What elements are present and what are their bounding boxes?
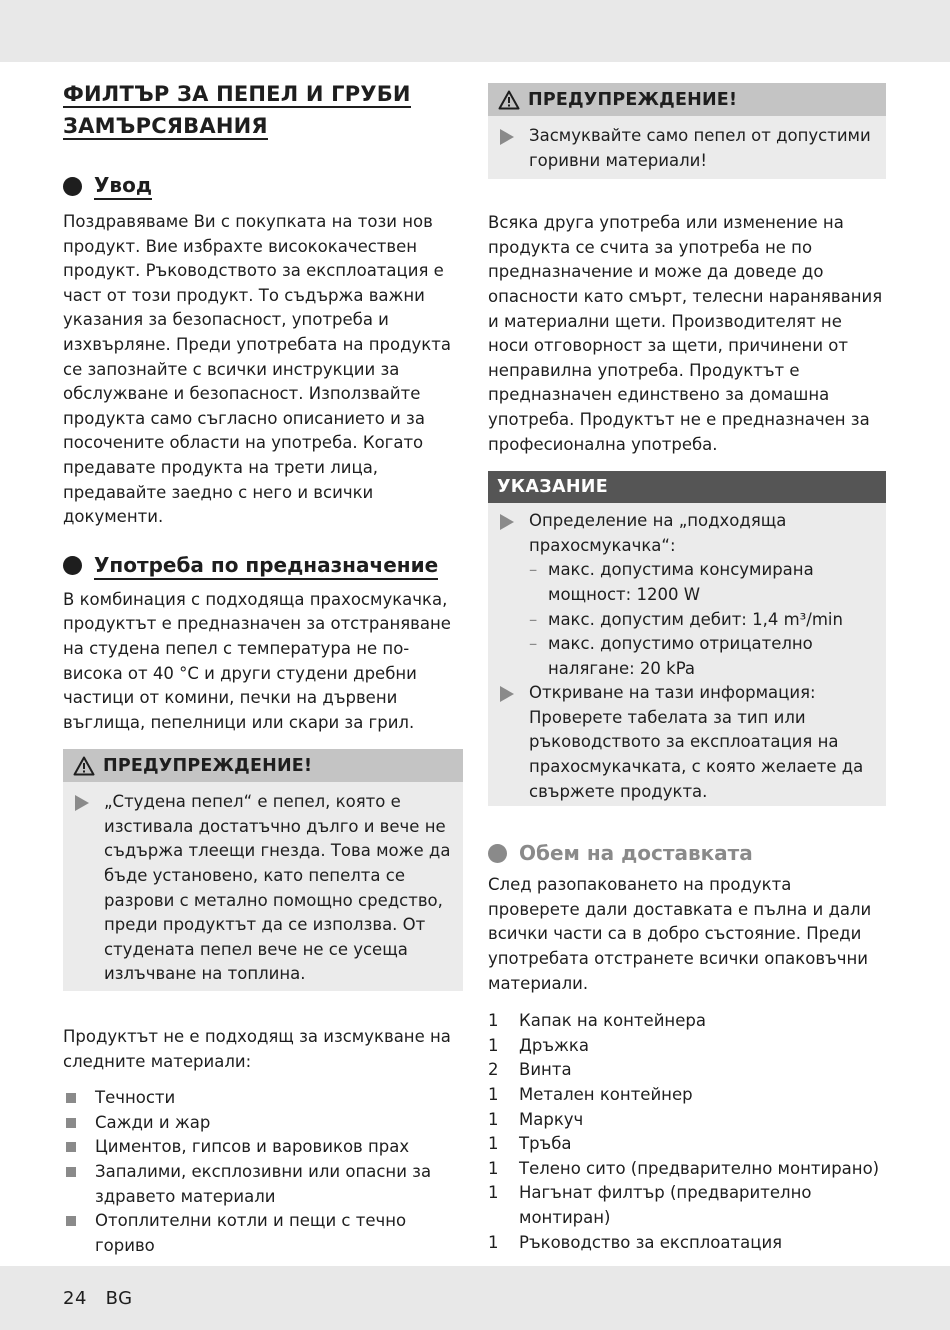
delivery-item: 1 Тръба bbox=[488, 1134, 572, 1154]
unsuitable-intro: Продуктът не е подходящ за изсмукване на следните материали: bbox=[63, 1027, 451, 1071]
triangle-bullet-icon bbox=[75, 795, 89, 811]
warning-triangle-icon bbox=[73, 756, 95, 776]
warning-title: ПРЕДУПРЕЖДЕНИЕ! bbox=[103, 755, 313, 776]
intro-heading bbox=[63, 172, 463, 200]
square-bullet-icon bbox=[66, 1118, 76, 1128]
triangle-bullet-icon bbox=[500, 514, 514, 530]
delivery-item: 1 Телено сито (предварително монтирано) bbox=[488, 1158, 880, 1178]
bullet-dot-icon bbox=[63, 556, 82, 575]
bullet-dot-icon bbox=[63, 177, 82, 196]
list-item: Циментов, гипсов и варовиков прах bbox=[63, 1135, 463, 1160]
warning-body bbox=[63, 782, 463, 991]
delivery-item: 1 Маркуч bbox=[488, 1109, 584, 1129]
delivery-list bbox=[488, 1009, 886, 1255]
square-bullet-icon bbox=[66, 1142, 76, 1152]
delivery-item: 1 Капак на контейнера bbox=[488, 1011, 706, 1031]
delivery-heading-text: Обем на доставката bbox=[519, 841, 753, 866]
delivery-paragraph: След разопаковането на продукта проверете дали доставката е пълна и дали всички части са в добро състояние. Преди употребата отстранете всички опаковъчни материали. bbox=[488, 875, 872, 993]
page-title bbox=[63, 78, 463, 142]
list-item: Сажди и жар bbox=[63, 1111, 463, 1136]
bullet-dot-icon bbox=[488, 844, 507, 863]
bottom-band bbox=[0, 1266, 950, 1330]
delivery-item: 1 Ръководство за експлоатация bbox=[488, 1232, 783, 1252]
list-item: Запалими, експлозивни или опасни за здравето материали bbox=[63, 1160, 463, 1209]
cold-ash-warning-box bbox=[63, 749, 463, 991]
unsuitable-list bbox=[63, 1086, 463, 1258]
note-item bbox=[500, 509, 874, 558]
fuel-warning-box bbox=[488, 83, 886, 179]
note-item-text: Определение на „подходяща прахосмукачка“: bbox=[529, 511, 787, 555]
intended-use-heading-text: Употреба по предназначение bbox=[94, 552, 438, 580]
page-title-line-1: ФИЛТЪР ЗА ПЕПЕЛ И ГРУБИ bbox=[63, 82, 411, 106]
warning-body bbox=[488, 116, 886, 179]
misuse-paragraph: Всяка друга употреба или изменение на продукта се счита за употреба не по предназначение и може да доведе до опасности като смърт, телесни наранявания и материални щети. Производителят не носи отговорност за щети, причинени от неправилна употреба. Продуктът е предназначен единствено за домашна употреба. Продуктът не е предназначен за професионална употреба. bbox=[488, 213, 883, 454]
warning-text: Засмуквайте само пепел от допустими горивни материали! bbox=[529, 126, 871, 170]
intended-use-heading bbox=[63, 552, 463, 580]
list-item: Отоплителни котли и пещи с течно гориво bbox=[63, 1209, 463, 1258]
triangle-bullet-icon bbox=[500, 686, 514, 702]
left-column bbox=[63, 76, 463, 1258]
note-subitem: – макс. допустимо отрицателно налягане: 20 kPa bbox=[529, 634, 813, 678]
warning-item bbox=[75, 790, 451, 987]
square-bullet-icon bbox=[66, 1216, 76, 1226]
intro-paragraph: Поздравяваме Ви с покупката на този нов продукт. Вие избрахте висококачествен продукт. Ръководството за експлоатация е част от този продукт. То съдържа важни указания за безопасност, употреба и изхвърляне. Преди употребата на продукта се запознайте с всички инструкции за обслужване и безопасност. Използвайте продукта само съгласно описанието и за посочените области на употреба. Когато предавате продукта на трети лица, предавайте заедно с него и всички документи. bbox=[63, 212, 451, 527]
note-body bbox=[488, 503, 886, 806]
warning-title: ПРЕДУПРЕЖДЕНИЕ! bbox=[528, 89, 738, 110]
note-item-text: Откриване на тази информация: Проверете табелата за тип или ръководството за експлоатация на прахосмукачката, с която желаете да свържете продукта. bbox=[529, 683, 864, 801]
delivery-item: 1 Дръжка bbox=[488, 1035, 589, 1055]
page-title-line-2: ЗАМЪРСЯВАНИЯ bbox=[63, 114, 268, 138]
note-header: УКАЗАНИЕ bbox=[488, 471, 886, 503]
delivery-item: 2 Винта bbox=[488, 1060, 572, 1080]
square-bullet-icon bbox=[66, 1167, 76, 1177]
language-code: BG bbox=[105, 1288, 133, 1309]
note-subitem: – макс. допустим дебит: 1,4 m³/min bbox=[529, 609, 843, 629]
triangle-bullet-icon bbox=[500, 129, 514, 145]
delivery-item: 1 Метален контейнер bbox=[488, 1085, 693, 1104]
delivery-item: 1 Нагънат филтър (предварително монтиран) bbox=[488, 1183, 812, 1227]
note-subitem: – макс. допустима консумирана мощност: 1200 W bbox=[529, 560, 814, 604]
right-column bbox=[488, 83, 886, 1255]
intended-use-paragraph: В комбинация с подходяща прахосмукачка, продуктът е предназначен за отстраняване на студена пепел с температура не по-висока от 40 °C и други студени дребни частици от комини, печки на дървени въглища, пепелници или скари за грил. bbox=[63, 589, 451, 732]
intro-heading-text: Увод bbox=[94, 172, 152, 200]
warning-header bbox=[63, 749, 463, 782]
delivery-heading bbox=[488, 840, 886, 866]
warning-triangle-icon bbox=[498, 90, 520, 110]
note-box bbox=[488, 471, 886, 806]
top-band bbox=[0, 0, 950, 62]
warning-text: „Студена пепел“ е пепел, която е изстивала достатъчно дълго и вече не съдържа тлеещи гнезда. Това може да бъде установено, като пепелта се разрови с метално помощно средство, преди продуктът да се използва. От студената пепел вече не се усеща излъчване на топлина. bbox=[104, 792, 451, 984]
page-number: 24 bbox=[63, 1288, 87, 1309]
page-footer bbox=[63, 1288, 133, 1309]
warning-item bbox=[500, 124, 874, 173]
list-item: Течности bbox=[63, 1086, 463, 1111]
square-bullet-icon bbox=[66, 1093, 76, 1103]
note-item bbox=[500, 681, 874, 804]
warning-header bbox=[488, 83, 886, 116]
